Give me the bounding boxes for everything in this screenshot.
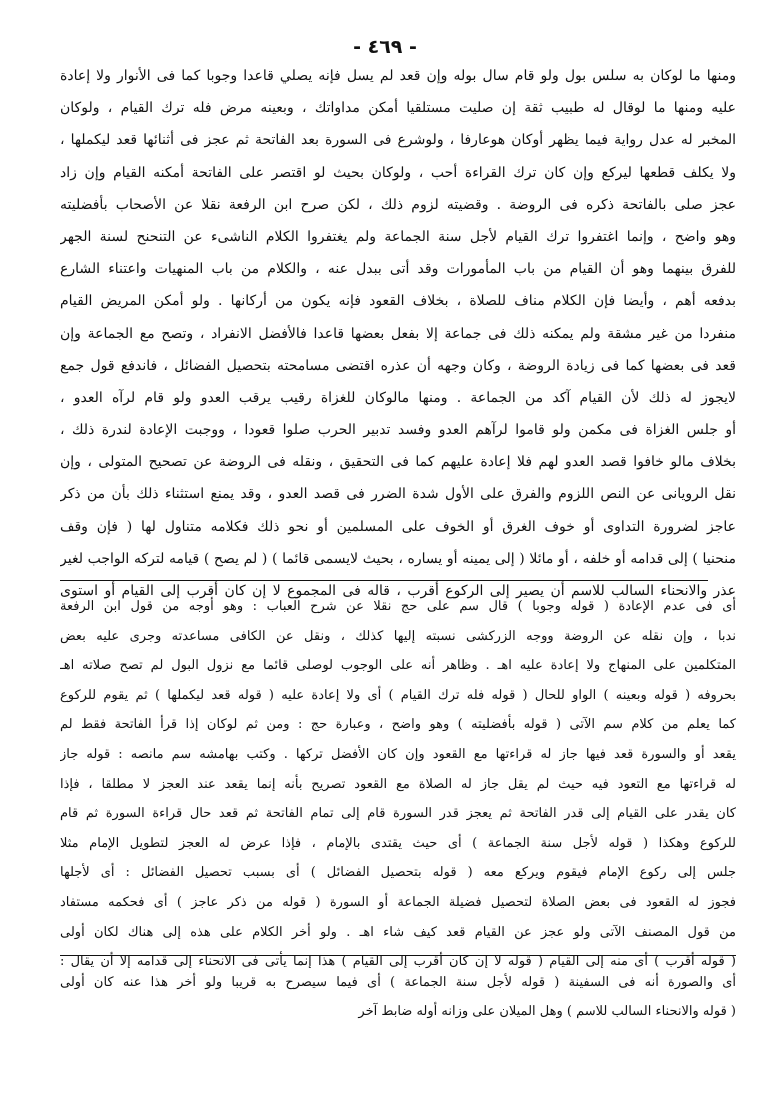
main-text-line: عاجز لضرورة التداوى أو خوف الغرق أو الخوف على المسلمين أو نحو ذلك فكلامه متناول لها ( فإن وقف bbox=[60, 518, 736, 535]
main-text-line: ولا يكلف قطعها ليركع وإن كان ترك القراءة أحب ، ولوكان بحيث لو اقتصر على الفاتحة أمكنه القيام وإن زاد bbox=[60, 164, 736, 181]
commentary-line: المتكلمين على المنهاج ولا إعادة عليه اهـ . وظاهر أنه على الوجوب لوصلى قائما مع نزول البول لم تصح صلاته اهـ bbox=[60, 658, 736, 674]
main-text-line: منفردا من غير مشقة ولم يمكنه ذلك فى جماعة إلا بفعل بعضها قاعدا فالأفضل الانفراد ، وتصح مع الجماعة وإن bbox=[60, 325, 736, 342]
main-text-line: المخبر له عدل رواية فيما يظهر أوكان هوعارفا ، ولوشرع فى السورة بعد الفاتحة ثم عجز فى أثنائها قعد ليكملها ، bbox=[60, 132, 736, 149]
main-text-line: ومنها ما لوكان به سلس بول ولو قام سال بوله وإن قعد لم يسل فإنه يصلي قاعدا وجوبا كما فى الأنوار ولا إعادة bbox=[60, 68, 736, 84]
commentary-line: للركوع وهكذا ( قوله لأجل سنة الجماعة ) أى حيث يقتدى بالإمام ، فإذا عرض له العجز لتطويل الإمام مثلا bbox=[60, 835, 736, 851]
footnote-line: ( قوله والانحناء السالب للاسم ) وهل الميلان على وزانه أوله ضابط آخر bbox=[358, 1004, 736, 1019]
commentary-line: من قول المصنف الآتى ولو عجز عن القيام قعد كيف شاء اهـ . ولو أخر الكلام على هذه إلى هناك لكان أولى bbox=[60, 924, 736, 940]
main-text-line: منحنيا ) إلى قدامه أو خلفه ، أو مائلا ( إلى يمينه أو يساره ، بحيث لايسمى قائما ) ( لم يصح ) قيامه لتركه الواجب لغير bbox=[60, 550, 736, 567]
commentary-line: يقعد أو والسورة قعد فيها جاز له قراءتها مع القعود وإن كان الأفضل تركها . وكتب بهامشه سم مانصه : قوله جاز bbox=[60, 746, 736, 762]
commentary-line: كان يقدر على القيام إلى قدر الفاتحة ثم يعجز قدر السورة قام إلى تمام الفاتحة ثم قعد حال قراءة السورة ثم قام bbox=[60, 806, 736, 822]
commentary-line: بحروفه ( قوله وبعينه ) الواو للحال ( قوله فله ترك القيام ) أى ولا إعادة عليه ( قوله قعد ليكملها ) ثم يقوم للركوع bbox=[60, 687, 736, 703]
main-text-line: للفرق بينهما وهو أن القيام من باب المأمورات وقد أتى ببدل عنه ، والكلام من باب المنهيات واعتناء الشارع bbox=[60, 261, 736, 278]
commentary-line: أى فى عدم الإعادة ( قوله وجوبا ) قال سم على حج نقلا عن شرح العباب : وهو أوجه من قول ابن الرفعة bbox=[60, 599, 736, 614]
footnote-block bbox=[60, 968, 736, 1026]
main-text-line: عجز صلى بالفاتحة ذكره فى الروضة . وقضيته لزوم ذلك ، لكن صرح ابن الرفعة نقلا عن الأصحاب بأفضليته bbox=[60, 196, 736, 213]
main-text-block bbox=[60, 60, 736, 607]
commentary-line: فجوز له القعود فى بعض الصلاة لتحصيل فضيلة الجماعة أو السورة ( قوله من ذكر عاجز ) أى فحكمه مستفاد bbox=[60, 894, 736, 910]
footnote-line: أى والصورة أنه فى السفينة ( قوله لأجل سنة الجماعة ) أى فيما سيصرح به قريبا ولو أخر هذا عنه كان أولى bbox=[60, 975, 736, 990]
main-text-line: وهو واضح ، وإنما اغتفروا ترك القيام لأجل سنة الجماعة ولم يغتفروا الكلام الناشىء عن التنحنح لسنة الجهر bbox=[60, 228, 736, 245]
main-text-line: قعد فى بعضها كما فى زيادة الروضة ، وكان وجهه أن عذره اقتضى مسامحته بتحصيل الفضائل ، فاندفع قول جمع bbox=[60, 357, 736, 374]
footnote-divider bbox=[60, 955, 736, 956]
main-text-line: عذر والانحناء السالب للاسم أن يصير إلى الركوع أقرب ، قاله فى المجموع لا إن كان أقرب إلى القيام أو استوى bbox=[60, 583, 736, 599]
main-text-line: بخلاف مالو خافوا قصد العدو لهم فلا إعادة عليهم كما فى التحقيق ، ونقله فى الروضة عن تصحيح المتولى ، وإن bbox=[60, 454, 736, 471]
commentary-line: ( قوله أقرب ) أى منه إلى القيام ( قوله لا إن كان أقرب إلى القيام ) هذا إنما يأتى فى الانحناء إلى قدامه إلا أن يقال : bbox=[60, 954, 736, 970]
page-number: - ٤٦٩ - bbox=[353, 36, 417, 58]
commentary-block bbox=[60, 592, 736, 977]
main-text-line: عليه ومنها ما لوقال له طبيب ثقة إن صليت مستلقيا أمكن مداواتك ، وبعينه مرض فله ترك القيام ، ولوكان bbox=[60, 100, 736, 117]
main-text-line: لايجوز له ذلك لأن القيام آكد من الجماعة . ومنها مالوكان للغزاة رقيب يرقب العدو ولو قام لرآه العدو ، bbox=[60, 389, 736, 406]
main-text-divider bbox=[60, 580, 708, 581]
commentary-line: ندبا ، وإن نقله عن الروضة ووجه الزركشى نسبته إليها كذلك ، ونقل عن الكافى مساعدته وجرى عليه بعض bbox=[60, 628, 736, 644]
commentary-line: كما يعلم من كلام سم الآتى ( قوله بأفضليته ) وهو واضح ، وعبارة حج : ومن ثم لوكان إذا قرأ الفاتحة فقط لم bbox=[60, 717, 736, 733]
main-text-line: بدفعه أهم ، وأيضا فإن الكلام مناف للصلاة ، بخلاف القعود فإنه يكون من أركانها . ولو أمكن المريض القيام bbox=[60, 293, 736, 310]
commentary-line: جلس إلى ركوع الإمام فيقوم ويركع معه ( قوله بتحصيل الفضائل ) أى بسبب تحصيل الفضائل : أى لأجلها bbox=[60, 865, 736, 881]
main-text-line: نقل الرويانى عن النص اللزوم والفرق على الأول شدة الضرر فى قصد العدو ، وقد يمنع استثناء ذلك بأن من ذكر bbox=[60, 486, 736, 503]
commentary-line: له قراءتها مع التعود فيه حيث لم يقل جاز له الصلاة مع القعود تصريح بأنه إنما يقعد عند العجز لا مطلقا ، فإذا bbox=[60, 776, 736, 792]
main-text-line: أو جلس الغزاة فى مكمن ولو قاموا لرآهم العدو وفسد تدبير الحرب صلوا قعودا ، ووجبت الإعادة لندرة ذلك ، bbox=[60, 422, 736, 439]
